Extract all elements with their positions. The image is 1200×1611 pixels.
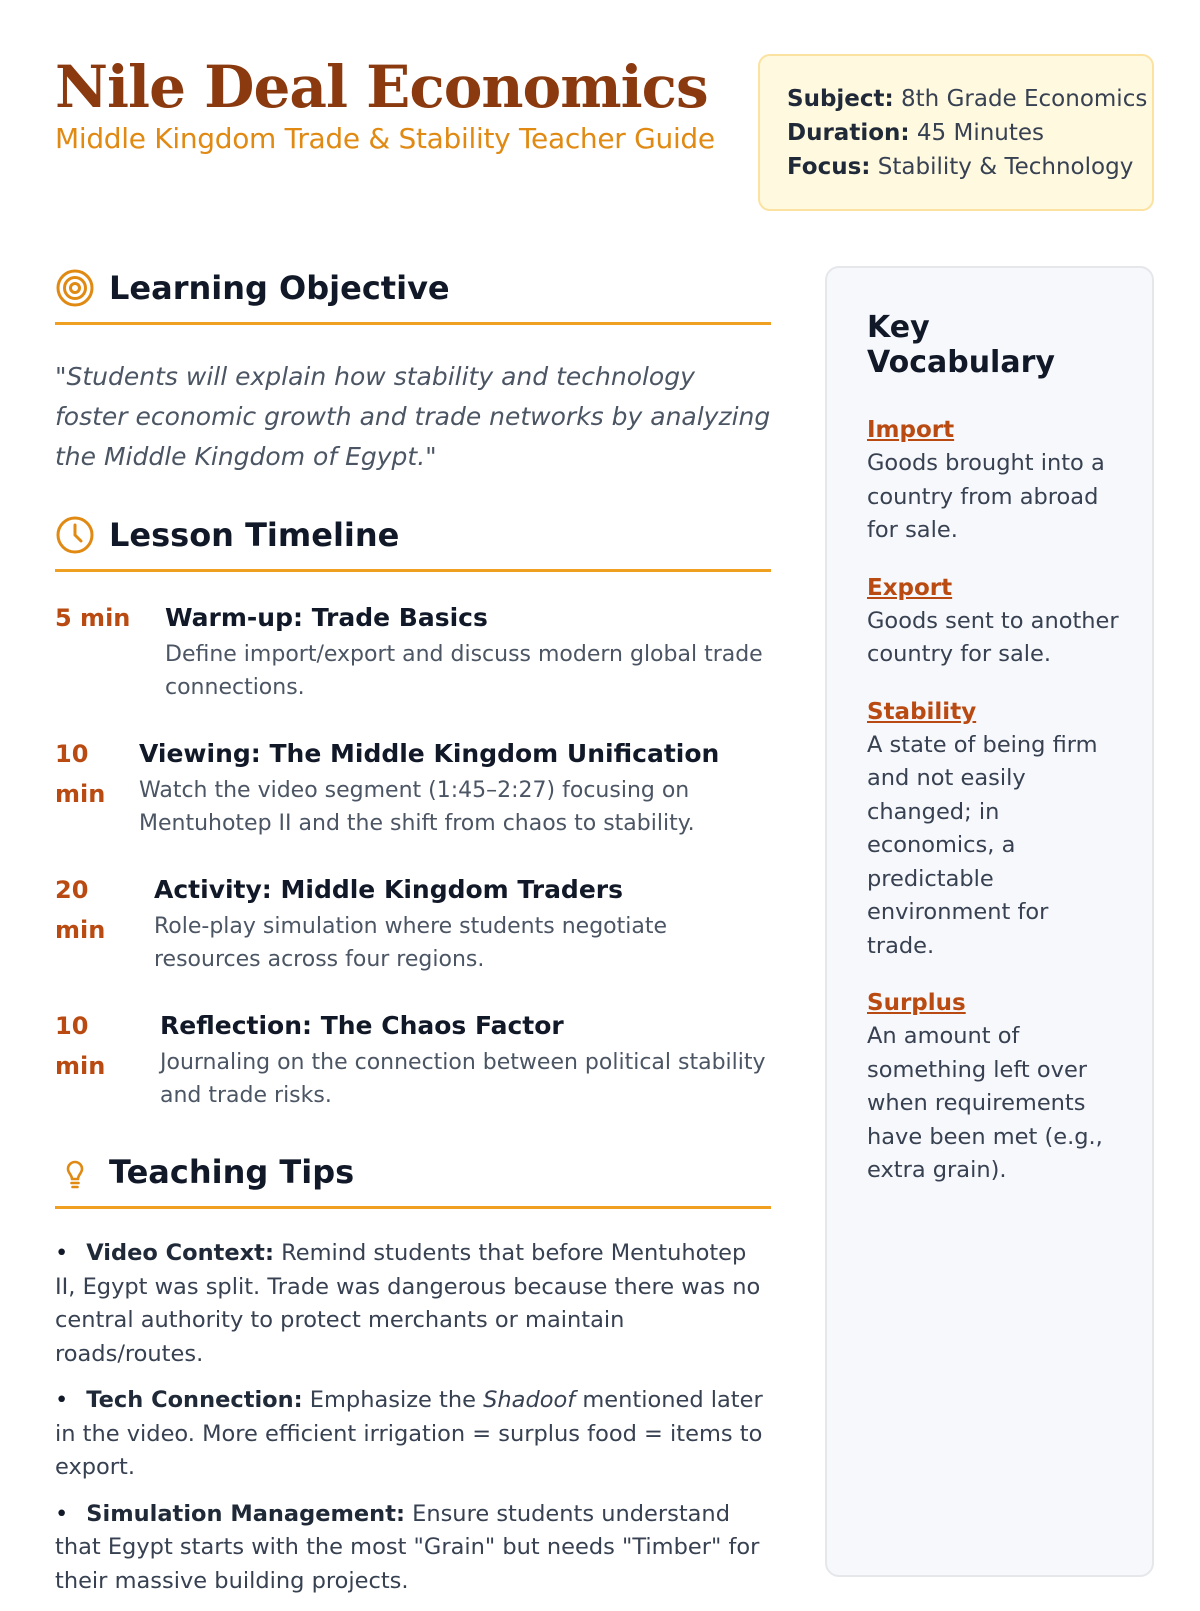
- section-title: Learning Objective: [109, 269, 450, 307]
- tip-text: Emphasize the: [302, 1387, 484, 1413]
- clock-icon: [55, 515, 95, 555]
- timeline-desc: Watch the video segment (1:45–2:27) focusing on Mentuhotep II and the shift from chaos to stability.: [139, 778, 695, 836]
- tip-item: [55, 1498, 771, 1599]
- timeline-title: Activity: Middle Kingdom Traders: [154, 875, 623, 904]
- tip-text: mentioned later in the video. More efficient irrigation = surplus food = items to export.: [55, 1387, 763, 1480]
- vocab-entry: [867, 414, 1122, 548]
- vocab-definition: Goods brought into a country from abroad for sale.: [867, 450, 1105, 543]
- timeline-item: [55, 1006, 771, 1112]
- meta-duration: [787, 116, 1152, 150]
- vocabulary-title: Key Vocabulary: [867, 310, 1055, 380]
- timeline-title: Reflection: The Chaos Factor: [160, 1011, 564, 1040]
- tip-item: [55, 1384, 771, 1485]
- timeline-body: [165, 598, 771, 704]
- timeline-duration: 10 min: [55, 1012, 106, 1080]
- tips-list: [55, 1237, 771, 1598]
- timeline-list: [55, 598, 771, 1112]
- timeline-duration: 5 min: [55, 604, 131, 632]
- meta-label: Focus:: [787, 154, 871, 180]
- timeline-title: Viewing: The Middle Kingdom Unification: [139, 739, 720, 768]
- objective-section-header: [55, 268, 771, 325]
- timeline-duration: 10 min: [55, 740, 106, 808]
- main-content: [55, 268, 771, 1611]
- section-title: Lesson Timeline: [109, 516, 400, 554]
- tips-section-header: [55, 1152, 771, 1209]
- timeline-title: Warm-up: Trade Basics: [165, 603, 488, 632]
- timeline-body: [154, 870, 771, 976]
- lesson-meta-box: [758, 54, 1154, 211]
- lightbulb-icon: [55, 1152, 95, 1192]
- vocab-definition: A state of being firm and not easily changed; in economics, a predictable environment for trade.: [867, 731, 1098, 959]
- meta-value: 8th Grade Economics: [901, 86, 1148, 112]
- timeline-desc: Journaling on the connection between political stability and trade risks.: [160, 1050, 766, 1108]
- meta-focus: [787, 150, 1152, 184]
- timeline-duration: 20 min: [55, 876, 106, 944]
- tip-label: Tech Connection:: [86, 1387, 303, 1413]
- objective-text: "Students will explain how stability and technology foster economic growth and trade networks by analyzing the Middle Kingdom of Egypt.": [55, 362, 771, 471]
- vocab-entry: [867, 572, 1122, 672]
- timeline-desc: Define import/export and discuss modern global trade connections.: [165, 642, 763, 700]
- meta-subject: [787, 82, 1152, 116]
- vocab-entry: [867, 987, 1122, 1188]
- page-header: [55, 52, 755, 155]
- section-title: Teaching Tips: [109, 1153, 355, 1191]
- tip-emphasis: Shadoof: [483, 1387, 576, 1413]
- vocab-definition: An amount of something left over when requirements have been met (e.g., extra grain).: [867, 1023, 1103, 1183]
- meta-label: Subject:: [787, 86, 894, 112]
- vocab-definition: Goods sent to another country for sale.: [867, 607, 1119, 667]
- timeline-section-header: [55, 515, 771, 572]
- page-title: Nile Deal Economics: [55, 53, 708, 121]
- vocab-entry: [867, 696, 1122, 964]
- timeline-body: [139, 734, 771, 840]
- vocab-term: Import: [867, 417, 955, 443]
- target-icon: [55, 268, 95, 308]
- meta-label: Duration:: [787, 120, 910, 146]
- vocabulary-panel: [825, 266, 1154, 1577]
- vocab-term: Export: [867, 574, 953, 601]
- vocab-term: Surplus: [867, 990, 966, 1016]
- timeline-item: [55, 870, 771, 976]
- tip-label: Simulation Management:: [86, 1500, 405, 1527]
- timeline-desc: Role-play simulation where students negotiate resources across four regions.: [154, 914, 667, 972]
- page-subtitle: Middle Kingdom Trade & Stability Teacher Guide: [55, 122, 715, 155]
- timeline-item: [55, 734, 771, 840]
- tip-text: Ensure students understand that Egypt starts with the most "Grain" but needs "Timber" for their massive building projects.: [55, 1500, 760, 1594]
- timeline-body: [160, 1006, 771, 1112]
- tip-label: Video Context:: [86, 1240, 274, 1266]
- tip-text: Remind students that before Mentuhotep II, Egypt was split. Trade was dangerous because there was no central authority to protect merchants or maintain roads/routes.: [55, 1240, 761, 1367]
- vocab-term: Stability: [867, 698, 977, 725]
- meta-value: 45 Minutes: [916, 120, 1045, 146]
- tip-item: [55, 1237, 771, 1371]
- timeline-item: [55, 598, 771, 704]
- meta-value: Stability & Technology: [877, 154, 1134, 180]
